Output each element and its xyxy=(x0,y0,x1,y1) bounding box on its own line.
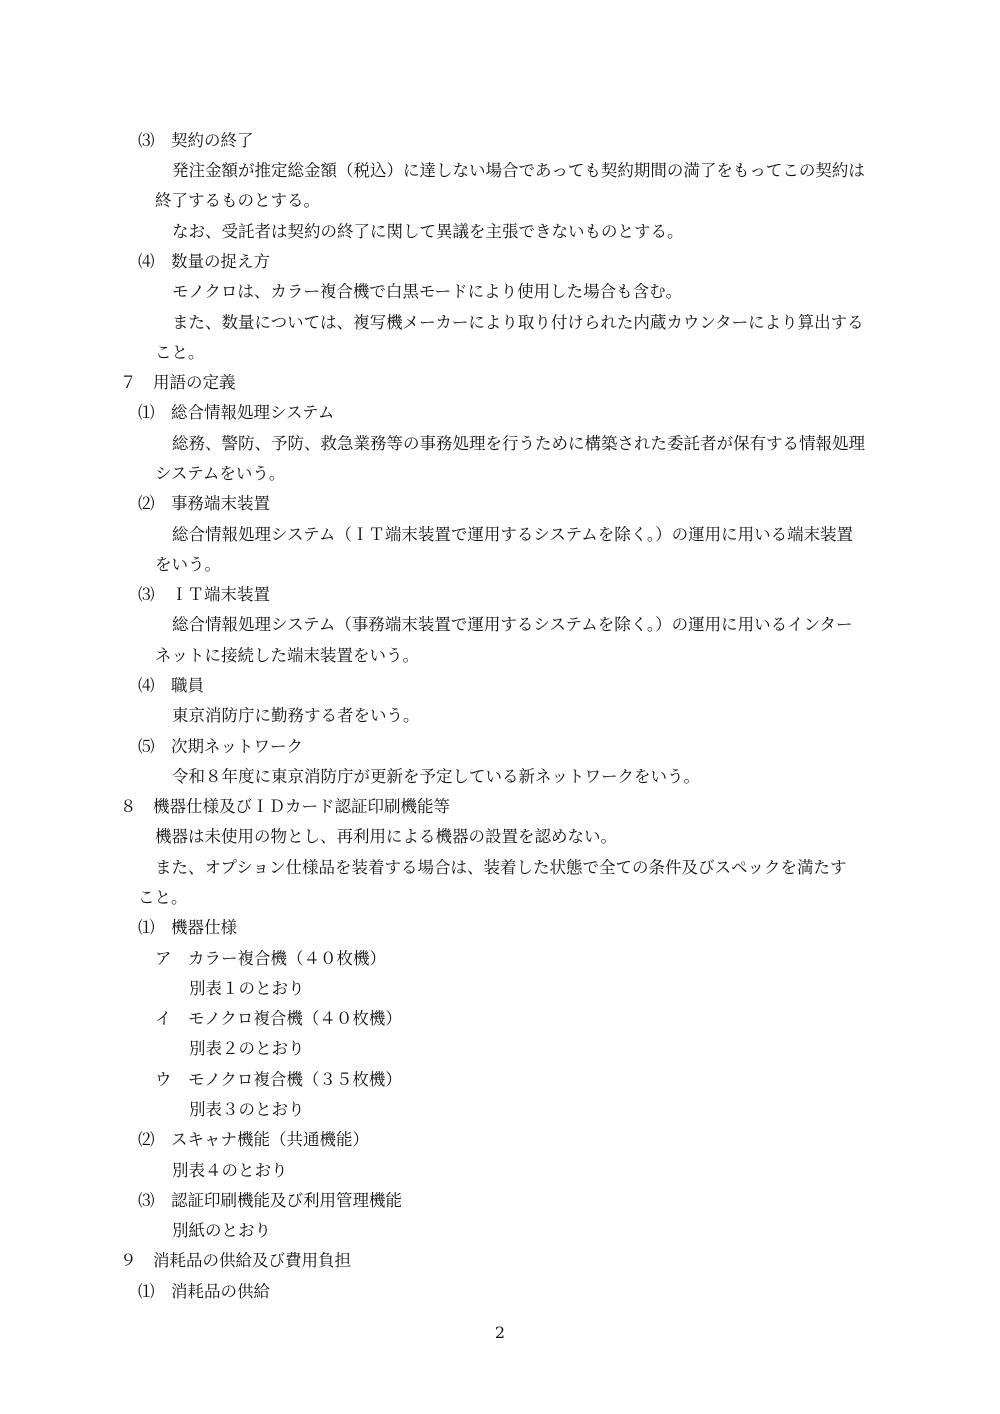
paragraph-line: こと。 xyxy=(155,343,205,362)
paragraph-line: 総務、警防、予防、救急業務等の事務処理を行うために構築された委託者が保有する情報処理 xyxy=(172,434,865,453)
paragraph-line: なお、受託者は契約の終了に関して異議を主張できないものとする。 xyxy=(172,222,684,241)
list-item-detail: 別表３のとおり xyxy=(189,1100,305,1119)
list-item: ウ モノクロ複合機（３５枚機） xyxy=(155,1070,402,1089)
list-item: イ モノクロ複合機（４０枚機） xyxy=(155,1009,402,1028)
subsection-heading: ⑶ 認証印刷機能及び利用管理機能 xyxy=(138,1191,402,1210)
paragraph-line: 機器は未使用の物とし、再利用による機器の設置を認めない。 xyxy=(155,827,617,846)
paragraph-line: モノクロは、カラー複合機で白黒モードにより使用した場合も含む。 xyxy=(172,282,683,301)
paragraph-line: また、数量については、複写機メーカーにより取り付けられた内蔵カウンターにより算出する xyxy=(172,313,864,332)
subsection-heading: ⑸ 次期ネットワーク xyxy=(138,737,303,756)
subsection-heading: ⑴ 機器仕様 xyxy=(138,918,237,937)
section-heading: ９ 消耗品の供給及び費用負担 xyxy=(120,1251,351,1270)
section-heading: ８ 機器仕様及びＩＤカード認証印刷機能等 xyxy=(120,797,450,816)
paragraph-line: 令和８年度に東京消防庁が更新を予定している新ネットワークをいう。 xyxy=(172,767,700,786)
list-item-detail: 別表１のとおり xyxy=(189,979,305,998)
section-heading: ７ 用語の定義 xyxy=(120,373,236,392)
subsection-heading: ⑴ 総合情報処理システム xyxy=(138,403,335,422)
subsection-heading: ⑶ 契約の終了 xyxy=(138,131,254,150)
paragraph-line: また、オプション仕様品を装着する場合は、装着した状態で全ての条件及びスペックを満たす xyxy=(155,858,847,877)
paragraph-line: こと。 xyxy=(138,888,188,907)
paragraph-line: 別紙のとおり xyxy=(172,1221,271,1240)
subsection-heading: ⑶ ＩＴ端末装置 xyxy=(138,585,270,604)
subsection-heading: ⑴ 消耗品の供給 xyxy=(138,1282,270,1301)
paragraph-line: 東京消防庁に勤務する者をいう。 xyxy=(172,706,420,725)
paragraph-line: システムをいう。 xyxy=(155,464,286,483)
paragraph-line: 総合情報処理システム（ＩＴ端末装置で運用するシステムを除く。）の運用に用いる端末装置 xyxy=(172,525,854,544)
subsection-heading: ⑵ 事務端末装置 xyxy=(138,494,270,513)
paragraph-line: 終了するものとする。 xyxy=(155,191,320,210)
paragraph-line: をいう。 xyxy=(155,555,221,574)
paragraph-line: 総合情報処理システム（事務端末装置で運用するシステムを除く。）の運用に用いるインター xyxy=(172,615,853,634)
paragraph-line: ネットに接続した端末装置をいう。 xyxy=(155,646,419,665)
paragraph-line: 別表４のとおり xyxy=(172,1161,288,1180)
list-item: ア カラー複合機（４０枚機） xyxy=(155,949,386,968)
subsection-heading: ⑷ 職員 xyxy=(138,676,204,695)
list-item-detail: 別表２のとおり xyxy=(189,1039,305,1058)
page-number: 2 xyxy=(494,1323,506,1342)
subsection-heading: ⑷ 数量の捉え方 xyxy=(138,252,270,271)
paragraph-line: 発注金額が推定総金額（税込）に達しない場合であっても契約期間の満了をもってこの契約は xyxy=(172,161,865,180)
subsection-heading: ⑵ スキャナ機能（共通機能） xyxy=(138,1130,369,1149)
